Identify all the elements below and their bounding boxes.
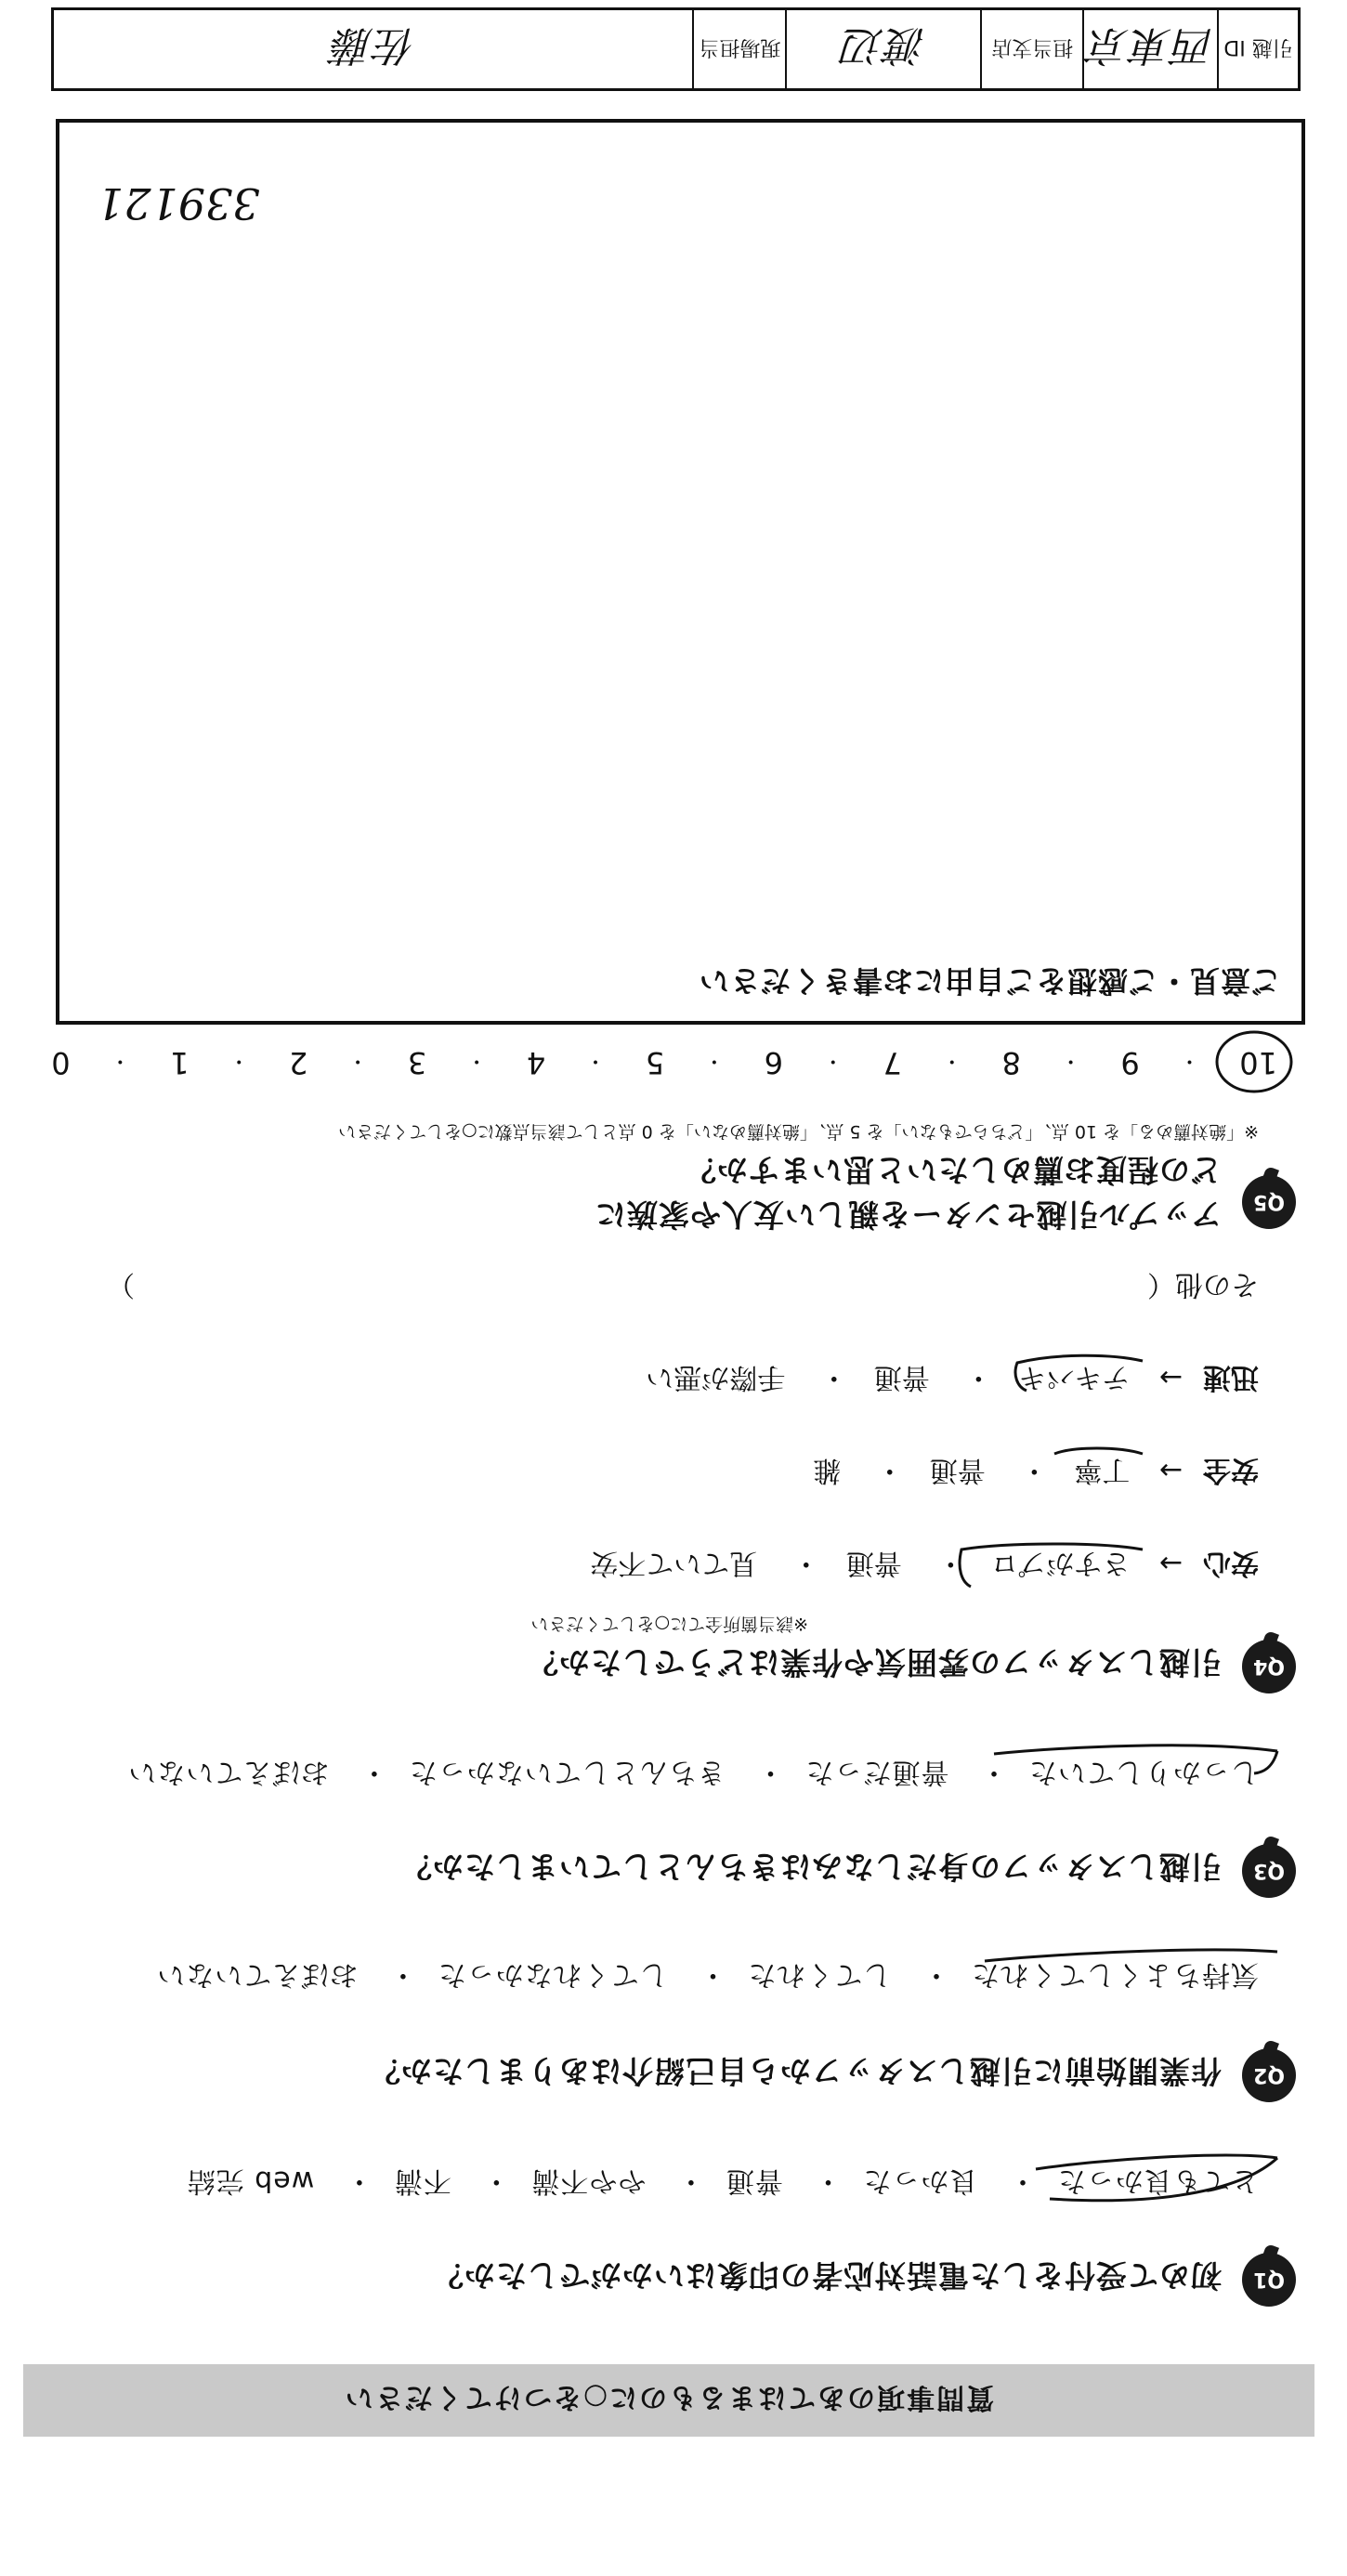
q4-option[interactable]: 雑	[813, 1454, 842, 1486]
q5-score-option[interactable]: 8	[1001, 1045, 1021, 1080]
q4-row-label: 迅速	[1203, 1361, 1259, 1393]
q5-score-option[interactable]: 2	[289, 1045, 308, 1080]
q1-question: 初めて受付をした電話対応者の印象はいかがでしたか？	[432, 2257, 1222, 2294]
q5-note: ※「絶対薦める」を 10 点、「どちらでもない」を 5 点、「絶対薦めない」を 0 点として該当点数に○をしてください	[338, 1121, 1259, 1142]
q4-anzen-circle-mark	[1045, 1445, 1147, 1500]
q2-option[interactable]: 気持ちよくしてくれた	[971, 1958, 1259, 1991]
q4-note: ※該当箇所全てに○をしてください	[530, 1614, 808, 1634]
q2-badge: Q2	[1242, 2048, 1296, 2102]
site-handwritten: 佐藤	[54, 10, 694, 88]
site-label: 現場担当	[694, 10, 787, 88]
q4-option[interactable]: さすがプロ	[990, 1547, 1131, 1579]
q5-badge: Q5	[1242, 1175, 1296, 1229]
q5-circle-mark	[1212, 1025, 1296, 1099]
q5-score-option[interactable]: 10	[1239, 1045, 1277, 1080]
comment-box-title: ご意見・ご感想をご自由にお書きください	[698, 963, 1281, 999]
q4-question: 引越しスタッフの雰囲気や作業はどうでしたか？	[527, 1644, 1222, 1680]
q5-question-line1: アップル引越センターを親しい友人や家族に	[594, 1196, 1222, 1233]
q4-other-row	[107, 1267, 1259, 1308]
instructions-banner: 質問事項のあてはまるものに○をつけてください	[23, 2364, 1314, 2437]
q4-row-anshin: 安心→ さすがプロ・ 普通・ 見ていて不安	[590, 1547, 1259, 1579]
q3-option[interactable]: 普通だった	[804, 1756, 949, 1788]
q4-option[interactable]: 手際が悪い	[646, 1361, 786, 1393]
q4-other-close: ）	[107, 1268, 135, 1301]
q3-option[interactable]: しっかりしていた	[1028, 1756, 1259, 1788]
q3-options: しっかりしていた・ 普通だった・ きちんとしていなかった・ おぼえていない	[127, 1756, 1259, 1788]
q4-option[interactable]: 普通	[873, 1361, 930, 1393]
q4-other-label: その他（	[1147, 1268, 1259, 1301]
staff-info-table	[51, 7, 1301, 91]
q2-options: 気持ちよくしてくれた・ してくれた・ してくれなかった・ おぼえていない	[156, 1958, 1259, 1991]
q1-option[interactable]: やや不満	[530, 2164, 647, 2197]
q5-score-option[interactable]: 7	[883, 1045, 902, 1080]
q1-option[interactable]: 良かった	[862, 2164, 978, 2197]
q5-score-option[interactable]: 9	[1120, 1045, 1140, 1080]
q5-score-option[interactable]: 1	[170, 1045, 190, 1080]
q1-option[interactable]: とても良かった	[1057, 2164, 1259, 2197]
q4-row-anzen: 安全→ 丁寧・ 普通・ 雑	[813, 1454, 1259, 1486]
q3-question: 引越しスタッフの身だしなみはきちんとしていましたか？	[400, 1849, 1222, 1885]
q3-option[interactable]: おぼえていない	[127, 1756, 330, 1788]
q1-circle-mark	[1031, 2151, 1282, 2216]
q5-score-option[interactable]: 0	[51, 1045, 71, 1080]
q4-option[interactable]: 丁寧	[1074, 1454, 1131, 1486]
q2-circle-mark	[975, 1944, 1282, 2009]
q2-option[interactable]: おぼえていない	[156, 1958, 359, 1991]
q3-badge: Q3	[1242, 1844, 1296, 1898]
q1-badge: Q1	[1242, 2253, 1296, 2307]
q4-option[interactable]: 普通	[845, 1547, 902, 1579]
q1-option[interactable]: 不満	[393, 2164, 451, 2197]
q1-option[interactable]: 普通	[725, 2164, 783, 2197]
q2-option[interactable]: してくれなかった	[437, 1958, 668, 1991]
q4-jinsoku-circle-mark	[1008, 1352, 1147, 1407]
comment-box[interactable]	[56, 119, 1305, 1025]
q5-score-option[interactable]: 5	[645, 1045, 665, 1080]
q5-score-option[interactable]: 6	[764, 1045, 784, 1080]
q1-option[interactable]: web 完結	[186, 2164, 315, 2197]
q1-options: とても良かった・ 良かった・ 普通・ やや不満・ 不満・ web 完結	[186, 2164, 1259, 2197]
q5-score-option[interactable]: 3	[407, 1045, 427, 1080]
q2-question: 作業開始前に引越しスタッフから自己紹介はありましたか？	[369, 2053, 1222, 2089]
q4-row-jinsoku: 迅速→ テキパキ・ 普通・ 手際が悪い	[646, 1361, 1259, 1393]
q3-option[interactable]: きちんとしていなかった	[408, 1756, 726, 1788]
q3-circle-mark	[985, 1740, 1282, 1805]
staff-handwritten: 渡辺	[787, 10, 982, 88]
q5-score-option[interactable]: 4	[526, 1045, 546, 1080]
move-id-label: 引越 ID	[1223, 35, 1293, 59]
q4-anshin-circle-mark	[952, 1540, 1147, 1596]
branch-label: 担当支店	[982, 10, 1084, 88]
branch-handwritten: 西東京	[1084, 10, 1219, 88]
q4-option[interactable]: テキパキ	[1018, 1361, 1131, 1393]
q5-scale: 10 ・ 9 ・ 8 ・ 7 ・ 6 ・ 5 ・ 4 ・ 3 ・ 2 ・ 1 ・ 0	[51, 1045, 1277, 1080]
q4-option[interactable]: 見ていて不安	[590, 1547, 758, 1579]
q4-badge: Q4	[1242, 1640, 1296, 1693]
q4-row-label: 安心	[1203, 1547, 1259, 1579]
q4-option[interactable]: 普通	[929, 1454, 986, 1486]
q4-row-label: 安全	[1203, 1454, 1259, 1486]
q5-question-line2: どの程度お薦めしたいと思いますか？	[685, 1152, 1222, 1188]
handwritten-id: 339121	[97, 178, 260, 229]
q2-option[interactable]: してくれた	[747, 1958, 892, 1991]
